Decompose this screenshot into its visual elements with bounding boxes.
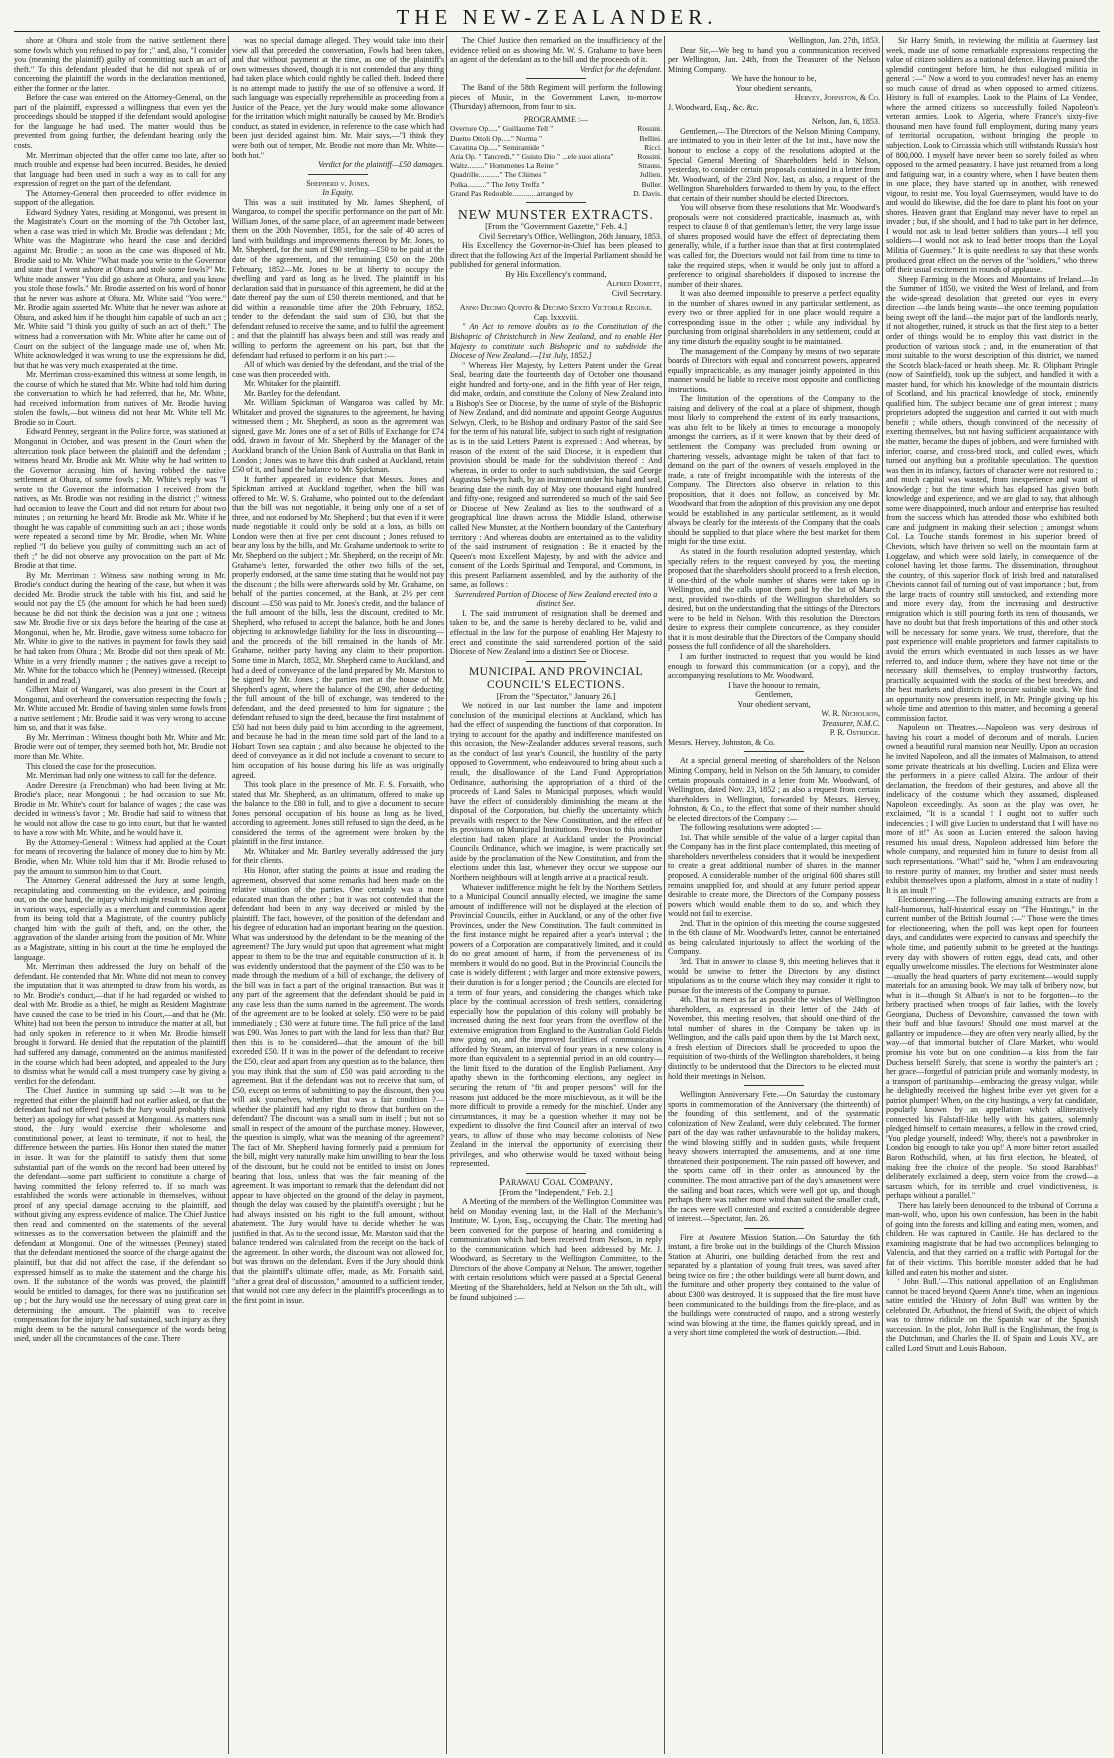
resolution: 2nd. That in the opinion of this meeting the course suggested in the 6th clause of Mr. Woodward's letter, cannot be entertained as being calculated injuriously to affect the working of the Company.: [668, 918, 880, 957]
paragraph: Dear Sir,—We beg to hand you a communication received per Wellington, Jan. 24th, from the Treasurer of the Nelson Mining Company.: [668, 45, 880, 74]
column-divider: [446, 36, 447, 1754]
act-clause: I. The said instrument of resignation shall be deemed and taken to be, and the same is hereby declared to be, valid and effectual in the law for the purpose of enabling Her Majesty to erect and constitute the said surrendered portion of the said Diocese of New Zealand into a distinct See or Diocese.: [450, 608, 662, 657]
programme-composer: Bellini.: [639, 133, 662, 143]
act-preamble: " Whereas Her Majesty, by Letters Patent under the Great Seal, bearing date the fourteenth day of October one thousand eight hundred and forty-one, and in the fifth year of Her reign, did make, ordain, and constitute the Colony of New Zealand into a Bishop's See or Diocese, by the name of style of the Bishopric of New Zealand, and did nominate and appoint George Augustus Selwyn, Clerk, to be Bishop and ordinary Pastor of the said See for the term of his natural life, subject to such right of resignation as is in the said Letters Patent is expressed : And whereas, by reason of the extent of the said Diocese, it is expedient that provision should be made for the subdivision thereof : And whereas, in order to order to such subdivision, the said George Augustus Selwyn hath, by an instrument under his hand and seal, bearing date the ninth day of May one thousand eight hundred and fifty-one, resigned and surrendered so much of the said See or Diocese of New Zealand as lies to the southward of a geographical line drawn across the Middle Island, otherwise called New Munster, at the Northern boundary of the Canterbury territory : And whereas doubts are entertained as to the validity of the said instrument of resignation : Be it enacted by the Queen's most Excellent Majesty, by and with the advice and consent of the Lords Spiritual and Temporal, and Commons, in this present Parliament assembled, and by the authority of the same, as follows :: [450, 360, 662, 590]
paragraph: Edward Penney, sergeant in the Police force, was stationed at Mongonui in October, and was present in the Court when the altercation took place between the plaintiff and the defendant ; witness heard Mr. Brodie ask Mr. White why he had written to the Governor accusing him of having robbed the native settlement at Ohura, of some fowls ; Mr. White's reply was "I wrote to the Governor the information I received from the natives, as Mr. Brodie was not residing in the district ;" witness had occasion to leave the Court and did not return for about two minutes ; on returning he heard Mr. Brodie ask Mr. White if he thought he was capable of committing such an act ; those words were repeated a second time by Mr. Brodie, when Mr. White replied "I do believe you guilty of committing such an act of theft ;" he did not observe any provocation on the part of Mr. Brodie at that time.: [14, 427, 226, 571]
paragraph: You will observe from these resolutions that Mr. Woodward's proposals were not considered practicable, inasmuch as, with respect to clause 8 of that gentleman's letter, the very large issue of shares proposed would have the effect of depreciating them generally, while, if a further issue than that at first contemplated was called for, the Directors would not fail from time to time to take the required steps, when it would be only just to afford a preference to original shareholders if disposed to increase the number of their shares.: [668, 203, 880, 289]
closing-line: Your obedient servants,: [735, 83, 813, 93]
masthead: THE NEW-ZEALANDER.: [396, 5, 718, 29]
paragraph: A Meeting of the members of the Wellington Committee was held on Monday evening last, in the Hall of the Mechanic's Institute, W. Lyon, Esq., occupying the Chair. The meeting had been convened for the purpose of hearing and considering a communication which had been received from Nelson, in reply to the communication which had been addressed by Mr. J. Woodward, as Secretary to the Wellington Committee, to the Directors of the above Company at Nelson. The answer, together with certain resolutions which were passed at a Special General Meeting of the Shareholders, held at Nelson on the 5th ult., will be found subjoined :—: [450, 1197, 662, 1302]
section-rule: [526, 78, 586, 79]
signature-role: Civil Secretary.: [611, 288, 662, 298]
column-5: [886, 36, 1098, 1754]
masthead-rule: [14, 31, 1100, 32]
programme-piece: Duetto Ottoli Op....." Norma ": [450, 133, 543, 143]
dateline: Wellington, Jan. 27th, 1853.: [788, 36, 880, 45]
paragraph: At a special general meeting of shareholders of the Nelson Mining Company, held in Nelson on the 5th January, to consider certain proposals contained in a letter from Mr. Woodward, of Wellington, dated Nov. 23, 1852 ; as also a request from certain shareholders in Wellington, forwarded by Messrs. Hervey, Johnston, & Co., to the effect that some of their number should be elected directors of the Company :—: [668, 756, 880, 823]
paragraph: The Chief Justice in summing up said :—It was to be regretted that either the plaintiff had not earlier asked, or that the defendant had not offered (which the Jury would probably think better) an apology for what passed at Mongonui. As matters now stood, the Jury would exercise their wholesome and constitutional power, at least to terminate, if not to heal, the difference between the parties. His Honor then stated the matter in issue. It was for the plaintiff to satisfy them that some substantial part of the words on the record had been uttered by the defendant—some part sufficient to constitute a charge of having committed the felony referred to. If so much was established the words were actionable in themselves, without proof of any special damage accruing to the plaintiff, and without giving any express evidence of malice. The Chief Justice then read and commented on the statements of the several witnesses as to the conversation between the plaintiff and the defendant at Mongonui. One of the witnesses (Penney) stated that the defendant mentioned the source of the charge against the plaintiff, but that did not affect the case, if the defendant so expressed himself as to make the statement and the charge his own. If the substance of the words was proved, the plaintiff would be entitled to damages, for there was no justification set up ; but the Jury would use the necessary of using great care in determining the amount. The plaintiff was to receive compensation for the injury he had sustained, such injury as they might deem to be the natural consequence of the words being used, under all the circumstances of the case. There: [14, 1086, 226, 1344]
programme-composer: Rossini.: [637, 124, 662, 134]
section-rule: [744, 1085, 804, 1086]
section-rule: [308, 174, 368, 175]
paragraph: This was a suit instituted by Mr. James Shepherd, of Wangaroa, to compel the specific performance on the part of Mr. William Jones, of the same place, of an agreement made between them on the 20th November, 1851, for the sale of 40 acres of land with buildings and improvements thereon by Mr. Jones, to Mr. Shepherd, for the sum of £90 sterling—£50 to be paid at the date of the agreement, and the remaining £50 on the 20th February, 1852—Mr. Jones to be at liberty to occupy the dwelling and yard as long as he lived. The plaintiff in his declaration said that in pursuance of this agreement, he did at the date thereof pay the sum of £50 therein mentioned, and that he did within a reasonable time after the 20th February, 1852, tender to the defendant the said sum of £30, but that the defendant refused to receive the same, and to fulfil the agreement ; and that the plaintiff has always been and still was ready and willing to perform the agreement on his part, but that the defendant had refused to perform it on his part :—: [232, 197, 444, 360]
programme-item: [450, 152, 662, 161]
section-heading: MUNICIPAL AND PROVINCIAL COUNCIL'S ELECTIONS.: [468, 665, 644, 691]
column-divider: [882, 36, 883, 1754]
paragraph: By Mr. Merriman : Witness saw nothing wrong in Mr. Brodie's conduct during the hearing of the case, but when it was decided Mr. Brodie struck the table with his fist, and said he would not pay the £5 (the amount for which he had been sued) because he did not think the decision was a just one ; witness saw Mr. Brodie five or six days before the hearing of the case at Mongonui, when he, Mr. Brodie, gave witness some tobacco for Mr. White to give to the natives in payment for fowls they said he had taken from Ohura ; Mr. Brodie did not then speak of Mr. White in a very friendly manner ; the natives gave a receipt to Mr. White for the tobacco which he (Penney) witnessed. (Receipt handed in and read.): [14, 570, 226, 685]
paragraph: This closed the case for the prosecution.: [26, 761, 157, 771]
programme-piece: Cavatina Op....." Semiramide ": [450, 142, 545, 152]
paragraph: This took place in the presence of Mr. F. S. Forsaith, who stated that Mr. Shepherd, as an ultimatum, offered to make up the balance to the £80 in full, and to give a document to secure Jones personal occupation of his house as long as he lived, according to agreement. Jones still refused to sign the deed, as he considered the terms of the agreement were broken by the plaintiff in the first instance.: [232, 780, 444, 847]
command-line: By His Excellency's command,: [505, 269, 607, 279]
paragraph: Mr. Whitaker and Mr. Bartley severally addressed the jury for their clients.: [232, 846, 444, 866]
paragraph: It further appeared in evidence that Messrs. Jones and Spickman arrived at Auckland together, when the bill was offered to Mr. W. S. Grahame, who pointed out to the defendant that the bill was not negotiable, it being only one of a set of three, and not endorsed by Mr. Shepherd ; but that even if it were made negotiable it could only be sold at a loss, as bills on London were then at five per cent discount ; Jones refused to bear any loss by the bills, and Mr. Grahame undertook to write to Mr. Shepherd on the subject ; Mr. Shepherd, on the receipt of Mr. Grahame's letter, forwarded the other two bills of the set, properly endorsed, at the same time stating that he would not pay the discount ; the bills were afterwards sold by Mr. Grahame, on behalf of the parties concerned, at the Bank, at 2½ per cent discount —£50 was paid to Mr. Jones's credit, and the balance of the full amount of the bills, less the discount, credited to Mr. Shepherd, who refused to accept the balance, both he and Jones objecting to acknowledge liability for the loss in discounting—and the proceeds of the bill remained in the hands of Mr. Grahame, neither party having any claim to their proportion. Some time in March, 1852, Mr. Shepherd came to Auckland, and had a deed of conveyance of the land prepared by Mr. Marston to be signed by Mr. Jones ; the parties met at the house of Mr. Shepherd's agent, where the balance of the £90, after deducting the full amount of the bill of exchange, was tendered to the defendant, and the deed presented to him for signature ; the defendant refused to sign the deed, because the first instalment of £50 had not been duly paid to him according to the agreement, and because he had in the mean time sold part of the land to a Hobart Town sea captain ; and also because he objected to the deed of conveyance as it did not include a covenant to secure to him occupation of his house during his life as was originally agreed.: [232, 474, 444, 780]
programme-item: [450, 161, 662, 170]
programme-heading: PROGRAMME :—: [523, 114, 589, 124]
paragraph: As stated in the fourth resolution adopted yesterday, which specially refers to the request conveyed by you, the meeting proposed that the shareholders should proceed to a fresh election, if one-third of the whole number of shares were taken up in Wellington, and the calls upon them paid by the 1st of March next, provided two-thirds of the Wellington shareholders so desired, but on the understanding that the sittings of the Directors were to be held in Nelson. With this resolution the Directors desire to express their complete concurrence, as they consider that it is most desirable that the Directors of the Company should possess the full confidence of all the shareholders.: [668, 546, 880, 652]
paragraph: By the Attorney-General : Witness had applied at the Court for means of recovering the balance of money due to him by Mr. Brodie, when Mr. White told him that if Mr. Brodie refused to pay the amount to summon him to that Court.: [14, 837, 226, 876]
paragraph: Sir Harry Smith, in reviewing the militia at Guernsey last week, made use of some remarkable expressions respecting the value of citizen soldiers as a national defence. Having praised the splendid contingent before him, he thus eulogised militia in general :—" Now a word to you comrades! never has an enemy so much cause of dread as when opposed to armed citizens. History is full of examples. Look to the Plains of La Vendee, where the armed citizens so successfully foiled Napoleon's veteran armies. Look to Algeria, where France's sixty-five thousand men have found full employment, during many years of territorial occupation, without bringing the people to subjection. Look to Circassia which still withstands Russia's host of 800,000. I myself have never been so sorely foiled as when opposed to the armed peasantry. I have just returned from a long and fatiguing war, in a country where, when I have beaten them in one place, they have started up in another, with renewed vigour, to resist me. You loyal Guernseymen, would have to do and would do likewise, did the foe dare to plant his foot on your shores. Heaven grant that England may never have to repel an invader ; but, if she should, and I had to take part in her defence, I would not ask to lead better soldiers than yours—I tell you soldiers—I would not ask to lead better troops than the Loyal Militia of Guernsey." It is quite needless to say that these words produced great effect on the nerves of the "soldiers," who threw off their usual excitement in rounds of applause.: [886, 36, 1098, 275]
section-rule: [526, 1173, 586, 1174]
paragraph: Gentlemen,—The Directors of the Nelson Mining Company, are intimated to you in their letter of the 1st inst., have now the honour to enclose a copy of the resolutions adopted at the Special General Meeting of Shareholders held in Nelson, yesterday, to consider certain proposals contained in a letter from Mr. Woodward, of the 23rd Nov. last, as also, a request of the Wellington Shareholders forwarded to them by you, to the effect that certain of their number should be elected Directors.: [668, 126, 880, 203]
paragraph: Mr. Merriman cross-examined this witness at some length, in the course of which he stated that Mr. White had told him during the conversation to which he had referred, that he, Mr. White, had received information from natives of Mr. Brodie having stolen the fowls,—but witness did not hear Mr. White tell Mr. Brodie so in Court.: [14, 370, 226, 427]
paragraph: Electioneering.—The following amusing extracts are from a half-humorous, half-historical essay on "The Hustings," in the current number of the British Journal :—" Those were the times for electioneering, when the poll was kept open for fourteen days, and candidates were expected to canvass and speechify the whole time, and patiently submit to be greeted at the hustings every day with showers of rotten eggs, dead cats, and other equally unwelcome missiles. The elections for Westminster alone—usually the head quarters of party excitement—would supply materials for an amusing book. We may talk of bribery now, but what is it—though St Alban's is not to be forgotten—to the bribery practised when troops of fair ladies, with the lovely Georgiana, Duchess of Devonshire, canvassed the town with their buff and blue favours! Should one most marvel at the gallantry or impudence—they are often very nearly allied, by the way—of that immortal butcher of Clare Market, who would promise his vote but on one condition—a kiss from the fair Duchess herself! Surely, that scene is worthy the painter's art ; her grace—forgetful of patrician pride and womanly modesty, in a transport of partisanship—embracing the greasy vulgar, while he delightedly received the highest bribe ever yet given for a patriot plumper! When, on the city hustings, a very fat candidate, popularly known by an appellation which alliteratively connected his Falstaff-like belly with his gaiters, solemnly pledged himself to certain measures, a fellow in the crowd cried, 'You pledge yourself, indeed! Why, there's not a pawnbroker in London big enough to take you up!' A more bitter retort assailed Baron Rothschild, when, at his first election, he bleated, of making free the choice of the people. 'So stood Barabbas!' deliberately exclaimed a deep, stern voice from the crowd—a sarcasm which, for its terrible and cruel vindictiveness, is perhaps without a parallel.": [886, 895, 1098, 1201]
paragraph: Mr. Merriman then addressed the Jury on behalf of the defendant. He contended that Mr. White did not mean to convey the imputation that it was attempted to draw from his words, as to Mr. Brodie's conduct,—that if he had regarded or wished to deal with Mr. Brodie as a thief, he might as Resident Magistrate have caused the case to be tried in his Court,—and that he (Mr. White) had not been the person to introduce the matter at all, but had only spoken in reference to it when Mr. Brodie himself brought it forward. He denied that the reputation of the plaintiff had suffered any damage, commented on the animus manifested in the course which had been adopted, and appealed to the Jury to dismiss what he would call a most trumpery case by giving a verdict for the defendant.: [14, 962, 226, 1086]
programme-item: [450, 189, 662, 198]
paragraph: Mr. Whitaker for the plaintiff.: [244, 379, 341, 389]
programme-composer: D. Davis.: [633, 188, 662, 198]
paragraph: Gilbert Mair of Wangarei, was also present in the Court at Mongonui, and overheard the conversation respecting the fowls ; Mr. White accused Mr. Brodie of having stolen some fowls from a native settlement ; Mr. Brodie said it was very wrong to accuse him so, and that it was false.: [14, 685, 226, 733]
signature: Hervey, Johnston, & Co.: [794, 93, 880, 103]
paragraph: Sheep Farming in the Moors and Mountains of Ireland.—In the Summer of 1850, we visited the West of Ireland, and from the wide-spread desolation that greeted our eyes in every direction —the lands being waste—the once teeming population being swept off the land—the major part of the landlords nearly, if not altogether, ruined, it struck us that the first step to a better order of things would be to employ this vast district in the production of various stock ; and, in the enumeration of that most suitable to the worst description of this district, we named the Scotch black-faced or heath sheep. Mr. R. Oliphant Pringle (now of Saintfield), took up the subject, and handled it with a master hand, for which his knowledge of the mountain districts of Scotland, and his practical knowledge of stock, eminently qualified him. The subject became one of great interest ; many proprietors adopted the suggestion and carried it out with much benefit ; while others, though convinced of the necessity of exerting themselves, but not having sufficient acquaintance with the matter, became the dupes of jobbers, and were furnished with inferior, coarse, and cross-bred stock, and culled ewes, which turned out anything but a profitable speculation. The question was then in its infancy, factors of character were not restored to ; and much capital was wasted, from inexperience and want of knowledge ; but the time which has elapsed has given both knowledge and experience, and we are glad to say, that although some were disappointed, much ardour and enterprise has resulted from the success which has attended those who exhibited both care and judgment in making their selection ; amongst whom Col. La Touche stands foremost in his superior breed of Cheviots, which have thriven so well on the mountain farm at Loggelaw, and which were sold lately, in consequence of the colonel having let those farms. The dissemination, throughout the country, of this superior flock of Irish bred and naturalised Cheviots cannot fail of turning out of vast importance ; but, from the large tracts of country still unstocked, and extending more and more every day, from the increasing and destructive emigration which is still pouring forth its tens of thousands, we have no doubt but that fresh importations of this and other stock will be necessary for some years. We trust, therefore, that the past experience will enable proprietors and farmer capitalists to avoid the errors which eventuated in such losses as we have referred to, and induce them, where they have not time or the necessary skill themselves, to employ trustworthy factors, practically acquainted with the stocks of the best breeders, and the best markets and districts to procure suitable stock. We find an opportunity now presents itself, in Mr. Pringle giving up his whole time and attention to this matter, and becoming a general commission factor.: [886, 274, 1098, 723]
paragraph: The following resolutions were adopted :—: [680, 823, 822, 833]
programme-composer: Strauss.: [638, 161, 662, 171]
column-divider: [228, 36, 229, 1754]
column-divider: [664, 36, 665, 1754]
band-notice: The Band of the 58th Regiment will perform the following pieces of Music, in the Government Lawn, to-morrow (Thursday) afternoon, from four to six.: [450, 83, 662, 112]
programme-piece: Overture Op....." Guillaume Tell ": [450, 124, 554, 134]
column-2: [232, 36, 444, 1754]
closing-line: We have the honour to be,: [731, 74, 817, 84]
paragraph: Mr. William Spickman of Wangaroa was called by Mr. Whitaker and proved the signatures to the agreement, he having witnessed them ; Mr. Shepherd, as soon as the agreement was signed, gave Mr. Jones one of a set of Bills of Exchange for £74 odd, drawn in favour of Mr. Shepherd by the Manager of the Auckland branch of the Union Bank of Australia on that Bank in London ; Jones was to have this draft cashed at Auckland, retain £50 of it, and hand the balance to Mr. Spickman.: [232, 398, 444, 475]
paragraph: His Excellency the Governor-in-Chief has been pleased to direct that the following Act of the Imperial Parliament should be published for general information.: [450, 241, 662, 270]
programme-piece: Quadrille..........." The Chimes ": [450, 170, 547, 180]
programme-composer: Rossini.: [637, 151, 662, 161]
paragraph: was no special damage alleged. They would take into their view all that preceded the conversation, Fowls had been taken, and that without payment at the time, as one of the plaintiff's own witnesses showed, though it is not contended that any thing had taken place which could rightly be called theft. Indeed there is no attempt made to justify the use of so offensive a word. If such language was especially reprehensible as proceeding from a Justice of the Peace, yet the Jury would make some allowance for the irritation which might naturally be caused by Mr. Brodie's conduct, as stated in evidence, in reference to the case which had been just decided against him. Mr. Mair says,—"I think they were both out of temper, Mr. Brodie not more than Mr. White—both hot.": [232, 36, 444, 160]
programme-item: [450, 170, 662, 179]
section-rule: [744, 1228, 804, 1229]
signature-role: Treasurer, N.M.C.: [821, 718, 880, 728]
column-4: [668, 36, 880, 1754]
paragraph: Andre Derestre (a Frenchman) who had been living at Mr. Brodie's place, near Mongonui ; he had occasion to sue Mr. Brodie in Mr. White's court for balance of wages ; the case was decided in witness's favor ; Mr. Brodie had said to witness that he would not allow the case to go into court, but that he wanted to have a row with Mr. White, and he would have it.: [14, 780, 226, 838]
programme-composer: Jullien.: [639, 170, 662, 180]
programme-item: [450, 180, 662, 189]
news-item: Fire at Awatere Mission Station.—On Saturday the 6th instant, a fire broke out in the buildings of the Church Mission Station at Ahuriri, one building detached from the rest and separated by a plantation of young fruit trees, was saved after being twice on fire ; the other buildings were all burnt down, and the furniture and other property they contained to the value of about £300 was destroyed. It is supposed that the fire must have been communicated to the buildings from the fire-place, and as the buildings were constructed of raupo, and a strong westerly wind was blowing at the time, the flames quickly spread, and in a very short time completed the work of destruction.—Ibid.: [668, 1232, 880, 1338]
paragraph: Mr. Merriman objected that the offer came too late, after so much trouble and expense had been incurred. Besides, he denied that language had been used in such a way as to call for any expression of regret on the part of the defendant.: [14, 150, 226, 189]
signature: W. R. Nicholson,: [821, 709, 880, 719]
dateline: Nelson, Jan. 6, 1853.: [811, 117, 880, 127]
resolution: 1st. That while sensible of the value of a larger capital than the Company has in the first place contemplated, this meeting of shareholders nevertheless considers that it would be inexpedient to create a great additional number of shares in the manner proposed. A considerable number of the original 600 shares still remains unapplied for, and should at any future period appear desirable to create more, the Directors of the Company possess powers which would enable them to do so, and which they would not fail to exercise.: [668, 832, 880, 919]
paragraph: The Chief Justice then remarked on the insufficiency of the evidence relied on as showing Mr. W. S. Grahame to have been an agent of the defendant as to the bill and the proceeds of it.: [450, 36, 662, 65]
programme-list: [450, 124, 662, 198]
programme-piece: Waltz........." Hommenes La Reine ": [450, 161, 559, 171]
paragraph: shore at Ohura and stole from the native settlement there some fowls which you refused to pay for ;" and, also, "I consider you (meaning the plaintiff) guilty of committing such an act of theft." To this defendant pleaded that he did not speak of or concerning the plaintiff the words in the declaration mentioned, either the former or the latter.: [14, 36, 226, 93]
resolution: 3rd. That in answer to clause 9, this meeting believes that it would be unwise to fetter the Directors by any distinct stipulations as to the course which they may consider it right to pursue for the interests of the Company to pursue.: [668, 956, 880, 995]
closing-line: I have the honour to remain,: [728, 680, 820, 690]
paragraph: There has lately been denounced to the tribunal of Corruna a man-wolf, who, upon his own confession, has been in the habit of going into the forests and killing and eating men, women, and children. He was captured in Castile. He has declared to the examining magistrate that he had two accomplices belonging to Valencia, and that they carried on a traffic with Portugal for the fat of their victims. This horrible monster added that he had killed and eaten his mother and sister.: [886, 1200, 1098, 1277]
verdict: Verdict for the defendant.: [580, 64, 662, 74]
paragraph: Edward Sydney Yates, residing at Mongonui, was present in the Magistrate's Court on the morning of the 7th October last, when a case was tried in which Mr. Brodie was defendant ; Mr. White was the Magistrate who heard the case and decided against Mr. Brodie ; as soon as the case was disposed of Mr. Brodie said to Mr. White "What made you write to the Governor and state that I went ashore at Ohura and stole some fowls?" Mr. White made answer "You did go ashore at Ohura, and you know you stole those fowls." Mr. Brodie asserted on his word of honor that he never was ashore at Ohura. Mr. White said "You were." Mr. Brodie again asserted Mr. White that he never was ashore at Ohura, and asked him if he thought him capable of such an act ; Mr. White said "I think you guilty of such an act of theft." The witness had a conversation with Mr. White after he came out of Court on the subject of the language made use of, when Mr. White acknowledged it was wrong to use the expressions he did, but that he was very much exasperated at the time.: [14, 207, 226, 370]
programme-composer: Buller.: [641, 179, 662, 189]
section-heading: Parawau Coal Company.: [499, 1175, 613, 1188]
programme-piece: Aria Op. " Tancredi," " Guisto Dio " ...ele suoi aliora": [450, 151, 614, 161]
paragraph: I am further instructed to request that you would be kind enough to forward this communication (or a copy), and the accompanying resolutions to Mr. Woodward.: [668, 652, 880, 681]
act-chapter: Cap. lxxxviii.: [533, 312, 579, 322]
columns: [14, 36, 1100, 1756]
addressee: Messrs. Hervey, Johnston, & Co.: [668, 737, 775, 747]
paragraph: By Mr. Merriman : Witness thought both Mr. White and Mr. Brodie were out of temper, they seemed both hot, Mr. Brodie not more than Mr. White.: [14, 732, 226, 762]
closing-line: Your obedient servant,: [737, 699, 811, 709]
programme-item: [450, 124, 662, 133]
paragraph: All of which was denied by the defendant, and the trial of the case was then proceeded with.: [232, 360, 444, 379]
paragraph: Whatever indifference might be felt by the Northern Settlers to a Municipal Council annually elected, we imagine the same amount of indifference will not be displayed at the election of Provincial Councils, either in Auckland, or any of the other five Provinces, under the New Constitution. The fault committed in the first instance might be repaired after a year's interval ; the powers of a Corporation are comparatively limited, and it could do no great amount of harm, if from the perverseness of its members it would do no good. But in the Provincial Councils the case is widely different ; with larger and more extensive powers, their duration is for a longer period ; the Councils are elected for a term of four years, and considering the changes which take place by the continual accession of fresh settlers, considering especially how the population of this colony will probably be increased during the next four years from the overflow of the extensive emigration from England to the Australian Gold Fields now going on, and the improved facilities of communication afforded by Steam, an interval of four years in a new colony is more than equivalent to a septennial period in an old country—the limit fixed to the duration of the English Parliament. Any apathy shewn in the forthcoming elections, any neglect in securing the return of "fit and proper persons" will for the reasons just adduced be the more mischievous, as it will be the more difficult to provide a remedy for the mischief. Under any circumstances, it may be a question whether it may not be expedient to dissolve the first Council after an interval of two years, to allow of those who may become colonists of New Zealand in the interval the opportunity of exercising their privileges, and who otherwise would be taxed without being represented.: [450, 882, 662, 1169]
paragraph: The limitation of the operations of the Company to the raising and delivery of the coal at a place of shipment, though most likely to comprehend the extent of its early transactions, was also felt to be likely at times to encourage a monopoly amongst the carriers, as if it were known that by their deed of settlement the Company was precluded from owning or chartering vessels, advantage might be taken of that fact to demand on the part of the owners of vessels employed in the trade, a rate of freight incompatible with the interests of the Company. The Directors also observe in relation to this proposition, that it does not follow, as conceived by Mr. Woodward that from the adoption of this provision any one depot would be established in any particular settlement, as it would always be clearly for the interests of the Company that the coals should be supplied to that place where the best market for them might for the time exist.: [668, 394, 880, 547]
paragraph: The Attorney-General then proceeded to offer evidence in support of the allegation.: [14, 188, 226, 208]
act-regnal-year: Anno Decimo Quinto & Decimo Sexto Victoriæ Reginæ.: [459, 303, 653, 313]
programme-composer: Ricci.: [644, 142, 662, 152]
case-title: Shepherd v. Jones.: [306, 178, 370, 188]
verdict: Verdict for the plaintiff—£50 damages.: [318, 160, 444, 170]
news-item: Wellington Anniversary Fete.—On Saturday the customary sports in commemoration of the Anniversary (the thirteenth) of the founding of this settlement, and of the systematic colonization of New Zealand, were duly celebrated. The former part of the day was rather unfavourable to the holiday makers, the wind blowing stiffly and in sudden gusts, while frequent heavy showers interrupted the amusements, and at one time threatened their postponement. The rain passed off however, and the sports came off in their order as announced by the committee. The most attractive part of the day's amusement were the sailing and boat races, which were well got up, and though perhaps there was rather more wind than suited the smaller craft, the races were well contested and excited a considerable degree of interest.—Spectator, Jan. 26.: [668, 1090, 880, 1224]
programme-item: [450, 143, 662, 152]
section-rule: [526, 202, 586, 203]
programme-piece: Grand Pas Redouble.............arranged by: [450, 188, 574, 198]
programme-piece: Polka.........." The Jetty Treffz ": [450, 179, 545, 189]
paragraph: Before the case was entered on the Attorney-General, on the part of the plaintiff, expressed a willingness that even yet the proceedings should be stopped if the defendant would apologise for the language he had used. The matter would thus be prevented from going further, the defendant bearing only the costs.: [14, 93, 226, 151]
act-title: " An Act to remove doubts as to the Constitution of the Bishopric of Christchurch in New Zealand, and to enable Her Majesty to constitute such Bishopric and to subdivide the Diocese of New Zealand.—[1st July, 1852.]: [450, 322, 662, 361]
signature: Alfred Domett,: [606, 279, 662, 289]
paragraph: Mr. Bartley for the defendant.: [244, 388, 341, 398]
section-heading: NEW MUNSTER EXTRACTS.: [458, 207, 654, 222]
section-rule: [744, 751, 804, 752]
paragraph: His Honor, after stating the points at issue and reading the agreement, observed that some remarks had been made on the relative situation of the parties. One certainly was a more educated man than the other ; but it was not contended that the defendant had been in any way deceived or misled by the plaintiff. The fact, however, of the position of the defendant and his degree of education had an important bearing on the question. What was understood by the defendant to be the meaning of the agreement? The Jury would put upon that agreement what might appear to them to be the true and equitable construction of it. It was evidently understood that the payment of the £50 was to be made through the medium of a bill of exchange, the delivery of the bill was in fact a part of the original transaction. But was it any part of the agreement that the defendant should be paid in any case less than the sums named in the agreement. The words of the agreement are to be looked at solely. £50 were to be paid immediately ; £30 were at future time. The full price of the land was £90. Was Jones to part with the land for less than that? But then this is to be considered—that the amount of the bill exceeded £50. If it was in the power of the defendant to receive the £50, clear and apart from any question as to the balance, then you may think that the sum of £50 was paid according to the agreement. But if the defendant was not to receive that sum, of £50, except on terms of submitting to pay the discount, then you will ask yourselves, whether that was a fair condition ?—whether the plaintiff had any right to throw that burthen on the defendant? The discount was a small sum in itself ; but not so small in respect of the amount of the purchase money. However, the question is simply, what was the meaning of the agreement? The fact of Mr. Shepherd having formerly paid a premium for the bill, might very naturally make him unwilling to bear the loss of the discount, but he could not be entitled to insist on Jones bearing that loss, unless that was the fair meaning of the agreement. It was important to remark that the defendant did not appear to have objected on the ground of the delay in payment, though the delay was caused by the plaintiff's oversight ; but he had always insisted on his right to the full amount, without abatement. The Jury would have to decide whether he was justified in that. As to the second issue, Mr. Marston said that the balance tendered was calculated from the receipt on the back of the agreement. In other words, the discount was not allowed for, but was thrown on the defendant. Even if the Jury should think that the plaintiff's ultimate offer, made, as Mr. Forsaith said, "after a great deal of discussion," amounted to a sufficient tender, that would not cure any defect in the plaintiff's proceedings as to the first point in issue.: [232, 866, 444, 1305]
addressee: J. Woodward, Esq., &c. &c.: [668, 102, 759, 112]
paragraph: The Attorney General addressed the Jury at some length, recapitulating and commenting on the evidence, and pointing out, on the one hand, the injury which might result to Mr. Brodie in various ways, especially as a merchant and commission agent from its being told that a Magistrate, of the country publicly charged him with the guilt of theft, and, on the other, the aggravation of the slander arising from the position of Mr. White as a Magistrate, sitting in his court at the time he employed the language.: [14, 876, 226, 962]
office-line: Civil Secretary's Office, Wellington, 26th January, 1853.: [479, 231, 662, 241]
closing-line: Gentlemen,: [755, 690, 793, 700]
section-rule: [526, 661, 586, 662]
case-subtitle: In Equity.: [322, 188, 354, 198]
source-line: [From the "Spectator," January 26.]: [496, 691, 616, 701]
column-1: [14, 36, 226, 1754]
paragraph: Mr. Merriman had only one witness to call for the defence.: [26, 771, 217, 781]
signature: P. R. Ostridge.: [829, 728, 880, 738]
resolution: 4th. That to meet as far as possible the wishes of Wellington shareholders, as expressed in their letter of the 24th of November, this meeting resolves, that should one-third of the total number of shares in the Company be taken up in Wellington, and the calls paid upon them by the 1st March next, a fresh election of Directors shall be proceeded to upon the requisition of two-thirds of the Wellington shareholders, it being distinctly to be understood that the Directors to be elected must hold their meetings in Nelson.: [668, 995, 880, 1081]
paragraph: ' John Bull.'—This national appellation of an Englishman cannot be traced beyond Queen Anne's time, when an ingenious satire entitled the 'History of John Bull' was written by the celebrated Dr. Arbuthnot, the friend of Swift, the object of which was to throw ridicule on the Spanish war of the Spanish succession. In the plot, John Bull is the Englishman, the frog is the Dutchman, and Charles the II. of Spain and Louis XV., are called Lord Strutt and Louis Baboon.: [886, 1277, 1098, 1353]
source-line: [From the "Independent," Feb. 2.]: [499, 1187, 613, 1197]
source-line: [From the "Government Gazette," Feb. 4.]: [485, 222, 627, 231]
paragraph: It was also deemed impossible to preserve a perfect equality in the number of shares owned in any particular settlement, as every two or three applied for in one place would require a corresponding issue in the other ; while any individual by purchasing from original shareholders in any settlement, could at any time disturb the equality sought to be maintained.: [668, 289, 880, 346]
column-3: [450, 36, 662, 1754]
paragraph: We noticed in our last number the lame and impotent conclusion of the municipal elections at Auckland, which has had the effect of suspending the functions of that corporation. In trying to account for the apathy and indifference manifested on this occasion, the New-Zealander adduces several reasons, such as the conduct of last year's Council, the hostility of the party opposed to Government, who endeavoured to bring about such a result, the disallowance of the Land Fund Appropriation Ordinance, authorising the appropriation of a third of the proceeds of Land Sales to Municipal purposes, which would have the effect of considerably diminishing the means at the disposal of the Corporation, but chiefly the uncertainty which prevails with respect to the New Constitution, and the effect of its provisions on Municipal Institutions. Previous to this another election had taken place at Auckland under the Provincial Councils Ordinance, which we imagine, is were practically set aside by the proclamation of the New Constitution, and from the elections under this last, whenever they occur we suppose our Northern neighbours will at length arrive at a practical result.: [450, 701, 662, 882]
paragraph: Napoleon on Theatres.—Napoleon was very desirous of having his court a model of decorum and of morals. Lucien owned a beautiful rural mansion near Neuilly. Upon an occasion he invited Napoleon, and all the inmates of Malmaison, to attend some private theatricals at his dwelling. Lucien and Eliza were the performers in a piece called Alzira. The ardour of their declamation, the freedom of their gestures, and above all the indelicacy of the costume which they assumed, displeased Napoleon exceedingly. As soon as the play was over, he exclaimed, "It is a scandal ! I ought not to suffer such indecencies ; I will give Lucien to understand that I will have no more of it!" As soon as Lucien entered the saloon having resumed his usual dress, Napoleon addressed him before the whole company, and requested him in future to desist from all such representations. "What!" said he, "when I am endeavouring to restore purity of manner, my brother and sister must needs exhibit themselves upon a platform, almost in a state of nudity ! It is an insult !": [886, 723, 1098, 895]
paragraph: The management of the Company by means of two separate boards of Directors with equal and concurrent powers, appeared equally impracticable, as any manager jointly appointed in this manner would be liable to receive most opposite and conflicting instructions.: [668, 346, 880, 394]
act-marginal-note: Surrendered Portion of Diocese of New Zealand erected into a distinct See.: [454, 589, 658, 609]
programme-item: [450, 134, 662, 143]
